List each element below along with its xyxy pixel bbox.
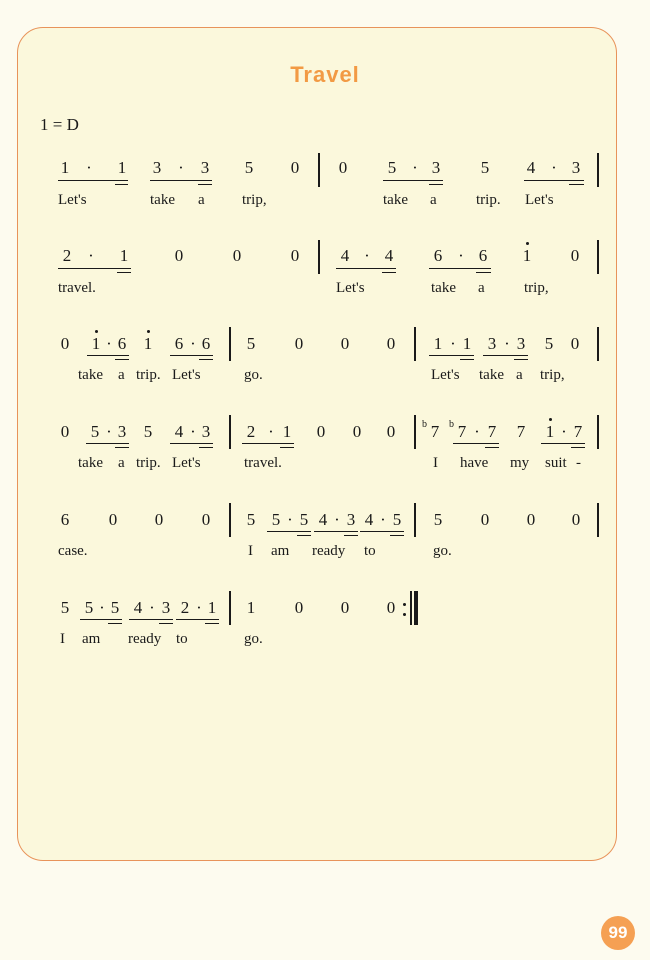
repeat-dot [403, 603, 406, 606]
note-dot: · [380, 510, 386, 529]
note: 0 [174, 246, 184, 265]
underline [429, 184, 443, 185]
lyric: trip, [524, 280, 549, 296]
underline [176, 619, 219, 620]
underline [485, 447, 499, 448]
note: 5 [392, 510, 402, 529]
note: 0 [154, 510, 164, 529]
note: 5 [299, 510, 309, 529]
lyric: travel. [244, 455, 282, 471]
note: 0 [386, 422, 396, 441]
bar-line [318, 153, 320, 187]
lyric: a [478, 280, 485, 296]
note-dot: · [364, 246, 370, 265]
lyric: Let's [336, 280, 365, 296]
underline [115, 359, 129, 360]
note: 0 [290, 246, 300, 265]
note-dot: · [86, 158, 92, 177]
bar-line [229, 415, 231, 449]
bar-line [229, 503, 231, 537]
lyric: my [510, 455, 530, 471]
song-title: Travel [290, 62, 360, 87]
underline [453, 443, 499, 444]
lyric: go. [244, 631, 263, 647]
underline [483, 355, 528, 356]
note: 1 [207, 598, 217, 617]
note: 0 [526, 510, 536, 529]
flat-sign: b [422, 419, 427, 430]
lyric: trip, [540, 367, 565, 383]
note: 7 [573, 422, 583, 441]
underline [571, 447, 585, 448]
note-dot: · [196, 598, 202, 617]
lyric: I [433, 455, 438, 471]
note: 0 [571, 510, 581, 529]
underline [159, 623, 173, 624]
lyric: have [460, 455, 489, 471]
underline [150, 180, 212, 181]
note-dot: · [178, 158, 184, 177]
bar-line [414, 503, 416, 537]
note-high: 1 [545, 422, 555, 441]
note: 3 [117, 422, 127, 441]
note: 5 [544, 334, 554, 353]
lyric: I [60, 631, 65, 647]
note: 5 [244, 158, 254, 177]
note: 3 [516, 334, 526, 353]
lyric: am [82, 631, 101, 647]
note: 4 [526, 158, 536, 177]
note: 0 [201, 510, 211, 529]
underline [87, 355, 129, 356]
lyric: trip. [476, 192, 501, 208]
lyric: a [198, 192, 205, 208]
note: 3 [201, 422, 211, 441]
bar-line [229, 327, 231, 361]
note: 7 [430, 422, 440, 441]
note-high: 1 [143, 334, 153, 353]
note: 1 [60, 158, 70, 177]
note: 7 [457, 422, 467, 441]
note-dot: · [504, 334, 510, 353]
repeat-bar-thin [410, 591, 412, 625]
note: 3 [487, 334, 497, 353]
note: 6 [117, 334, 127, 353]
underline [476, 272, 491, 273]
note: 5 [246, 334, 256, 353]
note: 2 [246, 422, 256, 441]
note: 6 [60, 510, 70, 529]
underline [115, 184, 128, 185]
note-dot: · [99, 598, 105, 617]
underline [429, 355, 474, 356]
lyric: Let's [525, 192, 554, 208]
bar-line [229, 591, 231, 625]
note: 0 [352, 422, 362, 441]
note: 2 [62, 246, 72, 265]
note: 3 [571, 158, 581, 177]
lyric: trip. [136, 367, 161, 383]
lyric: a [516, 367, 523, 383]
note: 1 [462, 334, 472, 353]
underline [199, 447, 213, 448]
note: 4 [384, 246, 394, 265]
note-dot: · [458, 246, 464, 265]
note: 0 [60, 334, 70, 353]
lyric: take [150, 192, 175, 208]
bar-line [597, 503, 599, 537]
lyric: ready [312, 543, 346, 559]
lyric: case. [58, 543, 88, 559]
lyric: to [176, 631, 188, 647]
underline [460, 359, 474, 360]
lyric: to [364, 543, 376, 559]
lyric: a [118, 367, 125, 383]
note: 0 [294, 598, 304, 617]
underline [382, 272, 396, 273]
underline [524, 180, 584, 181]
underline [170, 443, 213, 444]
note-dot: · [412, 158, 418, 177]
underline [115, 447, 129, 448]
note: 0 [60, 422, 70, 441]
lyric: go. [244, 367, 263, 383]
underline [170, 355, 213, 356]
underline [541, 443, 585, 444]
note-dot: · [190, 422, 196, 441]
note-dot: · [287, 510, 293, 529]
note: 5 [90, 422, 100, 441]
note-high: 1 [522, 246, 532, 265]
note: 0 [340, 598, 350, 617]
note-dot: · [268, 422, 274, 441]
underline [360, 531, 404, 532]
note: 5 [110, 598, 120, 617]
note: 1 [433, 334, 443, 353]
note: 0 [340, 334, 350, 353]
note: 5 [143, 422, 153, 441]
underline [280, 447, 294, 448]
note: 5 [387, 158, 397, 177]
note: 0 [386, 334, 396, 353]
underline [80, 619, 122, 620]
lyric: take [431, 280, 456, 296]
underline [336, 268, 396, 269]
note: 3 [161, 598, 171, 617]
note: 0 [386, 598, 396, 617]
underline [383, 180, 443, 181]
note-dot: · [450, 334, 456, 353]
underline [108, 623, 122, 624]
note: 5 [480, 158, 490, 177]
lyric: a [430, 192, 437, 208]
lyric: go. [433, 543, 452, 559]
underline [344, 535, 358, 536]
note: 4 [364, 510, 374, 529]
note: 6 [174, 334, 184, 353]
note: 3 [200, 158, 210, 177]
note-high: 1 [91, 334, 101, 353]
underline [297, 535, 311, 536]
bar-line [597, 240, 599, 274]
note: 5 [84, 598, 94, 617]
key-signature: 1 = D [40, 115, 79, 134]
underline [86, 443, 129, 444]
note: 3 [346, 510, 356, 529]
underline [198, 184, 212, 185]
note: 5 [246, 510, 256, 529]
lyric: ready [128, 631, 162, 647]
note: 6 [201, 334, 211, 353]
lyric: a [118, 455, 125, 471]
page-number-badge: 99 [601, 916, 635, 950]
bar-line [597, 153, 599, 187]
note: 2 [180, 598, 190, 617]
lyric: take [383, 192, 408, 208]
note-dot: · [561, 422, 567, 441]
lyric: trip, [242, 192, 267, 208]
note: 7 [516, 422, 526, 441]
lyric: Let's [172, 455, 201, 471]
note: 1 [282, 422, 292, 441]
flat-sign: b [449, 419, 454, 430]
note-dot: · [334, 510, 340, 529]
note-dot: · [106, 422, 112, 441]
lyric: trip. [136, 455, 161, 471]
note: 5 [271, 510, 281, 529]
note: 4 [340, 246, 350, 265]
underline [390, 535, 404, 536]
underline [58, 180, 128, 181]
lyric: take [78, 455, 103, 471]
lyric: take [78, 367, 103, 383]
note: 3 [152, 158, 162, 177]
note: 0 [232, 246, 242, 265]
underline [514, 359, 528, 360]
underline [429, 268, 491, 269]
note: 4 [133, 598, 143, 617]
note: 0 [338, 158, 348, 177]
lyric: Let's [58, 192, 87, 208]
lyric: take [479, 367, 504, 383]
lyric: suit [545, 455, 567, 471]
bar-line [414, 327, 416, 361]
note: 4 [318, 510, 328, 529]
note-dot: · [88, 246, 94, 265]
lyric: - [576, 455, 581, 471]
underline [129, 619, 173, 620]
note: 0 [570, 334, 580, 353]
note: 1 [119, 246, 129, 265]
note-dot: · [106, 334, 112, 353]
note: 5 [60, 598, 70, 617]
note: 6 [478, 246, 488, 265]
lyric: Let's [172, 367, 201, 383]
note: 5 [433, 510, 443, 529]
underline [267, 531, 311, 532]
note-dot: · [149, 598, 155, 617]
note: 6 [433, 246, 443, 265]
note-dot: · [190, 334, 196, 353]
bar-line [597, 327, 599, 361]
underline [569, 184, 584, 185]
underline [242, 443, 294, 444]
note: 4 [174, 422, 184, 441]
lyric: am [271, 543, 290, 559]
note-dot: · [474, 422, 480, 441]
note: 1 [246, 598, 256, 617]
lyric: Let's [431, 367, 460, 383]
note: 0 [570, 246, 580, 265]
note: 0 [290, 158, 300, 177]
underline [117, 272, 131, 273]
note: 0 [108, 510, 118, 529]
underline [314, 531, 358, 532]
underline [205, 623, 219, 624]
note: 0 [316, 422, 326, 441]
note-dot: · [551, 158, 557, 177]
underline [58, 268, 131, 269]
note: 3 [431, 158, 441, 177]
bar-line [318, 240, 320, 274]
lyric: I [248, 543, 253, 559]
lyric: travel. [58, 280, 96, 296]
note: 1 [117, 158, 127, 177]
note: 0 [480, 510, 490, 529]
bar-line [597, 415, 599, 449]
note: 7 [487, 422, 497, 441]
repeat-bar-thick [414, 591, 418, 625]
repeat-dot [403, 613, 406, 616]
note: 0 [294, 334, 304, 353]
underline [199, 359, 213, 360]
bar-line [414, 415, 416, 449]
